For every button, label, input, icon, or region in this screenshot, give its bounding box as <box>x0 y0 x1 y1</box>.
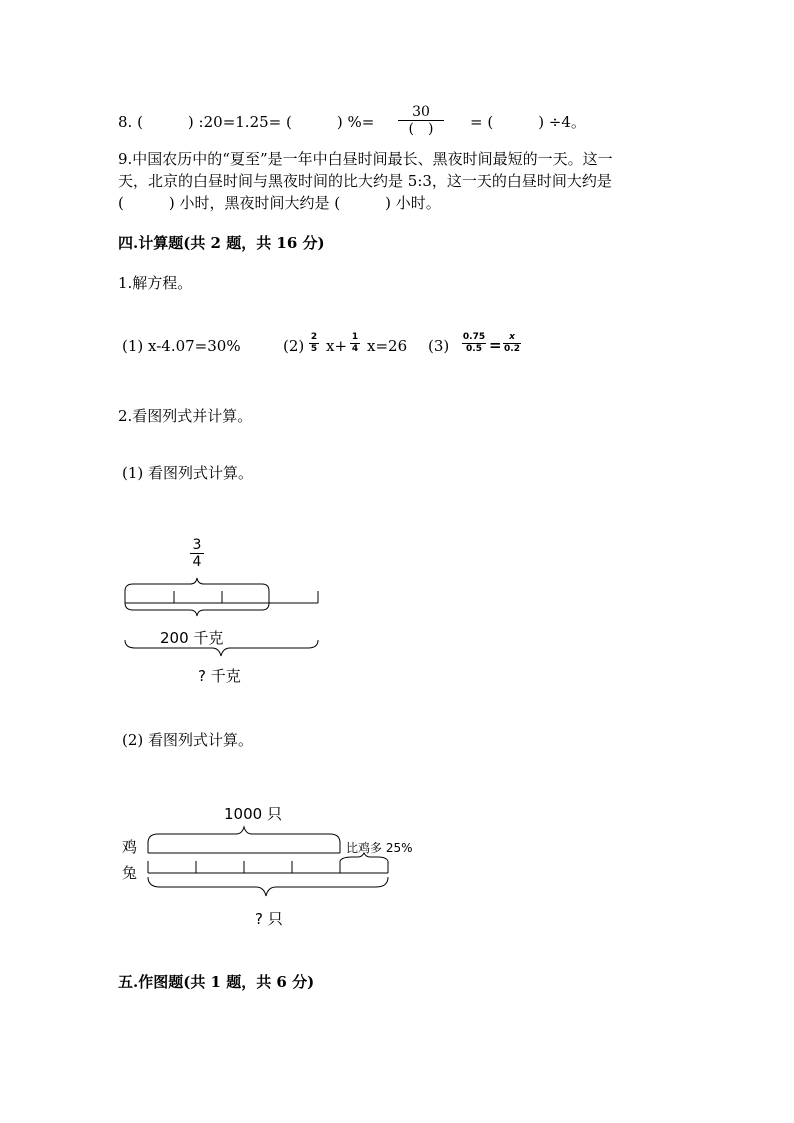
q8-text-b: = ( ) ÷4。 <box>470 113 586 131</box>
diagram-2-extra-label: 比鸡多 25% <box>346 841 413 855</box>
calc2-title: 2.看图列式并计算。 <box>118 407 253 425</box>
equation-1: (1) x-4.07=30% <box>122 337 241 355</box>
eq3-right-numerator: x <box>509 332 515 342</box>
eq2-f1-numerator: 2 <box>310 332 318 342</box>
diagram-1-fraction-numerator: 3 <box>192 537 202 553</box>
diagram-2-rabbit-label: 兔 <box>122 864 138 882</box>
calc1-title: 1.解方程。 <box>118 274 193 292</box>
diagram-2-total-label: ? 只 <box>255 910 283 928</box>
diagram-1-part-label: 200 千克 <box>160 629 224 647</box>
q9-line-2: 天，北京的白昼时间与黑夜时间的比大约是 5:3，这一天的白昼时间大约是 <box>118 172 612 190</box>
calc2-sub2: (2) 看图列式计算。 <box>122 731 254 749</box>
diagram-2-top-brace <box>148 827 340 843</box>
eq3-left-denominator: 0.5 <box>466 344 482 354</box>
q9-line-3: ( ) 小时，黑夜时间大约是 ( ) 小时。 <box>118 194 441 212</box>
diagram-2-top-label: 1000 只 <box>224 805 282 823</box>
eq3-left-numerator: 0.75 <box>462 332 486 342</box>
diagram-2-total-brace <box>148 877 388 896</box>
eq3-right-denominator: 0.2 <box>504 344 520 354</box>
equation-3-equals: = <box>489 336 502 354</box>
q9-line-1: 9.中国农历中的“夏至”是一年中白昼时间最长、黑夜时间最短的一天。这一 <box>118 150 613 168</box>
q8-fraction-numerator: 30 <box>412 104 430 120</box>
diagram-1-total-label: ? 千克 <box>198 667 241 685</box>
section-5-heading: 五.作图题(共 1 题，共 6 分) <box>118 973 315 991</box>
section-4-heading: 四.计算题(共 2 题，共 16 分) <box>118 234 325 252</box>
equation-2-end: x=26 <box>367 337 408 355</box>
diagram-1-fraction-denominator: 4 <box>192 554 202 571</box>
q8-text-a: 8. ( ) :20=1.25= ( ) %= <box>118 113 375 131</box>
eq2-f1-denominator: 5 <box>310 344 318 354</box>
calc2-sub1: (1) 看图列式计算。 <box>122 464 254 482</box>
equation-3-prefix: (3) <box>428 337 450 355</box>
equation-2-prefix: (2) <box>283 337 305 355</box>
q8-fraction-denominator: ( ) <box>408 121 434 138</box>
eq2-f2-numerator: 1 <box>351 332 359 342</box>
diagram-2-chicken-label: 鸡 <box>122 838 138 856</box>
eq2-f2-denominator: 4 <box>351 344 359 354</box>
equation-2-mid: x+ <box>326 337 348 355</box>
